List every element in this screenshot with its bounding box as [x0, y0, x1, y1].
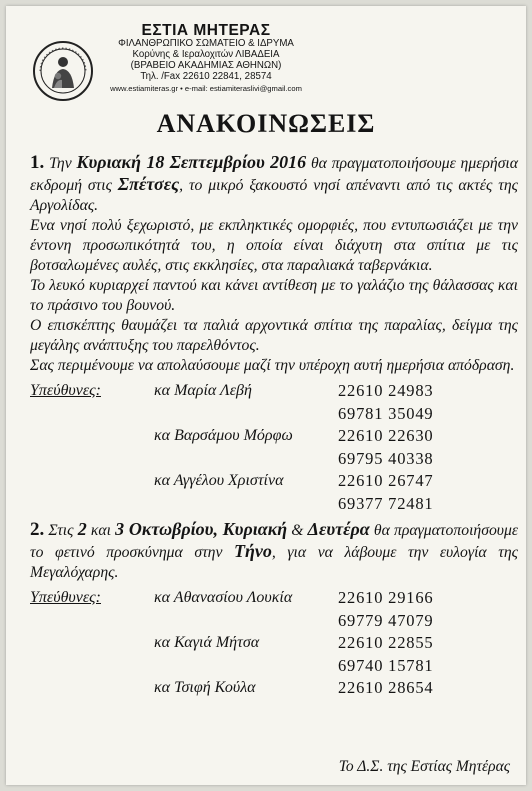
item2-date: Δευτέρα [307, 519, 370, 539]
item1-number: 1. [30, 152, 45, 173]
item2-destination: Τήνο [234, 541, 272, 561]
contact-name: κα Βαρσάμου Μόρφω [154, 427, 293, 444]
item1-destination: Σπέτσες [117, 174, 180, 194]
item1-contacts [30, 380, 518, 515]
signature: Το Δ.Σ. της Εστίας Μητέρας [338, 758, 510, 775]
organization-header [98, 22, 314, 93]
org-award: (ΒΡΑΒΕΙΟ ΑΚΑΔΗΜΙΑΣ ΑΘΗΝΩΝ) [130, 60, 282, 72]
item1-paragraph: Ενα νησί πολύ ξεχωριστό, με εκπληκτικές ομορφιές, που εντυπωσιάζει με την έντονη προσωπικότητά του, η οποία είναι διάχυτη στα σπίτια με τις βοτσαλωμένες αυλές, στις εκκλησίες, στα παραλιακά ταβερνάκια. [30, 217, 518, 274]
contacts-label: Υπεύθυνες: [30, 589, 101, 606]
item2-text: , για να λάβουμε την ευλογία της Μεγαλόχαρης. [30, 544, 518, 581]
contact-name: κα Καγιά Μήτσα [154, 634, 260, 651]
contact-phone: 69781 35049 [338, 403, 434, 423]
contact-phone: 22610 24983 [338, 381, 434, 400]
item2-text: και [90, 522, 111, 539]
org-web: www.estiamiteras.gr • e-mail: estiamiteraslivi@gmail.com [110, 83, 302, 93]
contacts-label: Υπεύθυνες: [30, 382, 101, 399]
contact-phone: 22610 26747 [338, 471, 434, 490]
contact-phone: 22610 28654 [338, 678, 434, 697]
org-phone: Τηλ. /Fax 22610 22841, 28574 [140, 70, 272, 82]
item2-text: Στις [48, 522, 74, 539]
contact-phone: 69779 47079 [338, 610, 434, 630]
announcements-body [30, 152, 518, 704]
item1-paragraph: Σας περιμένουμε να απολαύσουμε μαζί την υπέροχη αυτή ημερήσια απόδραση. [30, 357, 515, 374]
contact-name: κα Αγγέλου Χριστίνα [154, 472, 284, 489]
item2-contacts [30, 587, 518, 700]
item1-date: Κυριακή 18 Σεπτεμβρίου 2016 [76, 152, 307, 172]
contact-phone: 22610 29166 [338, 588, 434, 607]
contact-phone: 22610 22630 [338, 426, 434, 445]
org-name: ΕΣΤΙΑ ΜΗΤΕΡΑΣ [141, 22, 271, 39]
item1-intro [30, 152, 518, 216]
item1-paragraph: Το λευκό κυριαρχεί παντού και κάνει αντίθεση με το γαλάζιο της θάλασσας και το πράσινο του βουνού. [30, 277, 518, 314]
seal-logo-icon [32, 40, 94, 102]
item2-number: 2. [30, 519, 45, 540]
contact-phone: 69377 72481 [338, 493, 434, 513]
contact-name: κα Μαρία Λεβή [154, 382, 252, 399]
announcement-page [6, 6, 526, 785]
contact-name: κα Τσιφή Κούλα [154, 679, 256, 696]
page-title: ΑΝΑΚΟΙΝΩΣΕΙΣ [156, 109, 376, 138]
item2-date: 3 Οκτωβρίου, Κυριακή [115, 519, 288, 539]
contact-phone: 69795 40338 [338, 448, 434, 468]
item2-intro [30, 519, 518, 583]
contact-name: κα Αθανασίου Λουκία [154, 589, 293, 606]
org-subtitle: ΦΙΛΑΝΘΡΩΠΙΚΟ ΣΩΜΑΤΕΙΟ & ΙΔΡΥΜΑ [118, 38, 294, 50]
item1-paragraph: Ο επισκέπτης θαυμάζει τα παλιά αρχοντικά σπίτια της παραλίας, δείγμα της μεγάλης ανάπτυξης του παρελθόντος. [30, 317, 518, 354]
item1-text: θα πραγματοποιήσουμε ημερήσια εκδρομή στις [30, 155, 519, 194]
contact-phone: 69740 15781 [338, 655, 434, 675]
item2-text: θα πραγματοποιήσουμε το φετινό προσκύνημα στην [30, 522, 519, 561]
item1-text: Την [49, 155, 72, 172]
item2-text: & [291, 522, 304, 539]
contact-phone: 22610 22855 [338, 633, 434, 652]
org-address: Κορύνης & Ιεραλοχιτών ΛΙΒΑΔΕΙΑ [132, 49, 280, 61]
item2-date: 2 [77, 519, 87, 539]
item1-text: , το μικρό ξακουστό νησί απέναντι από τις ακτές της Αργολίδας. [30, 177, 519, 214]
